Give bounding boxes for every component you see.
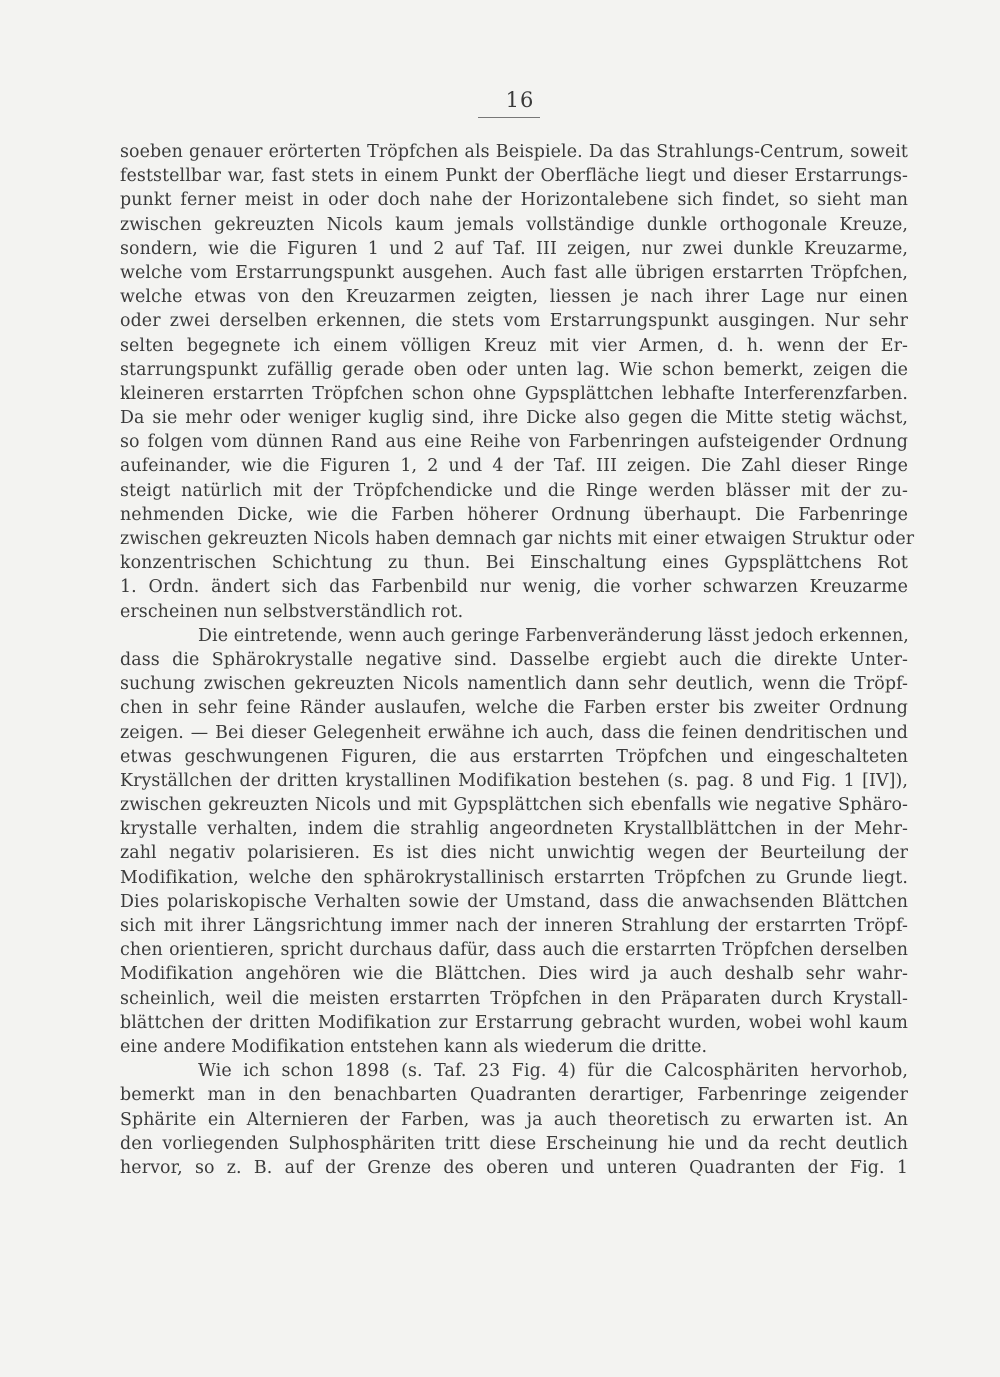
text-line: dass die Sphärokrystalle negative sind. Dasselbe ergiebt auch die direkte Unter-: [120, 649, 908, 670]
text-line: etwas geschwungenen Figuren, die aus erstarrten Tröpfchen und eingeschalteten: [120, 746, 908, 767]
text-line: welche vom Erstarrungspunkt ausgehen. Auch fast alle übrigen erstarrten Tröpfchen,: [120, 262, 908, 283]
body-text: [120, 140, 915, 1180]
text-line: zwischen gekreuzten Nicols haben demnach gar nichts mit einer etwaigen Struktur oder: [120, 529, 915, 549]
text-line: sondern, wie die Figuren 1 und 2 auf Taf. III zeigen, nur zwei dunkle Kreuzarme,: [120, 238, 908, 259]
text-line: selten begegnete ich einem völligen Kreuz mit vier Armen, d. h. wenn der Er-: [120, 335, 908, 356]
text-line: Die eintretende, wenn auch geringe Farbenveränderung lässt jedoch erkennen,: [198, 625, 909, 646]
text-line: so folgen vom dünnen Rand aus eine Reihe von Farbenringen aufsteigender Ordnung: [120, 432, 908, 453]
text-line: Modifikation, welche den sphärokrystallinisch erstarrten Tröpfchen zu Grunde liegt.: [120, 867, 908, 888]
text-line: 1. Ordn. ändert sich das Farbenbild nur wenig, die vorher schwarzen Kreuzarme: [120, 577, 908, 598]
text-line: punkt ferner meist in oder doch nahe der Horizontalebene sich findet, so sieht man: [120, 190, 908, 211]
text-line: nehmenden Dicke, wie die Farben höherer Ordnung überhaupt. Die Farbenringe: [120, 504, 908, 525]
text-line: aufeinander, wie die Figuren 1, 2 und 4 der Taf. III zeigen. Die Zahl dieser Ringe: [120, 456, 908, 477]
text-line: bemerkt man in den benachbarten Quadranten derartiger, Farbenringe zeigender: [120, 1085, 908, 1106]
text-line: Sphärite ein Alternieren der Farben, was ja auch theoretisch zu erwarten ist. An: [120, 1109, 908, 1130]
text-line: sich mit ihrer Längsrichtung immer nach der inneren Strahlung der erstarrten Tröpf-: [120, 916, 908, 936]
text-line: konzentrischen Schichtung zu thun. Bei Einschaltung eines Gypsplättchens Rot: [120, 553, 908, 574]
text-line: Da sie mehr oder weniger kuglig sind, ihre Dicke also gegen die Mitte stetig wächst,: [120, 408, 908, 429]
text-line: steigt natürlich mit der Tröpfchendicke und die Ringe werden blässer mit der zu-: [120, 480, 908, 501]
text-line: Modifikation angehören wie die Blättchen. Dies wird ja auch deshalb sehr wahr-: [120, 964, 908, 985]
text-line: zeigen. — Bei dieser Gelegenheit erwähne ich auch, dass die feinen dendritischen und: [120, 722, 908, 743]
text-line: krystalle verhalten, indem die strahlig angeordneten Krystallblättchen in der Mehr-: [120, 819, 908, 840]
text-line: zahl negativ polarisieren. Es ist dies nicht unwichtig wegen der Beurteilung der: [120, 843, 908, 864]
text-line: erscheinen nun selbstverständlich rot.: [120, 601, 464, 622]
text-line: soeben genauer erörterten Tröpfchen als Beispiele. Da das Strahlungs-Centrum, soweit: [120, 142, 908, 162]
text-line: feststellbar war, fast stets in einem Punkt der Oberfläche liegt und dieser Erstarrungs-: [120, 166, 908, 187]
text-line: chen orientieren, spricht durchaus dafür, dass auch die erstarrten Tröpfchen derselben: [120, 940, 908, 961]
text-line: kleineren erstarrten Tröpfchen schon ohne Gypsplättchen lebhafte Interferenzfarben.: [120, 383, 908, 404]
text-line: chen in sehr feine Ränder auslaufen, welche die Farben erster bis zweiter Ordnung: [120, 698, 908, 719]
text-line: Dies polariskopische Verhalten sowie der Umstand, dass die anwachsenden Blättchen: [120, 891, 908, 912]
text-line: zwischen gekreuzten Nicols kaum jemals vollständige dunkle orthogonale Kreuze,: [120, 214, 908, 235]
text-line: eine andere Modifikation entstehen kann als wiederum die dritte.: [120, 1036, 708, 1057]
text-line: blättchen der dritten Modifikation zur Erstarrung gebracht wurden, wobei wohl kaum: [120, 1012, 908, 1033]
text-line: hervor, so z. B. auf der Grenze des oberen und unteren Quadranten der Fig. 1: [120, 1157, 908, 1178]
text-line: den vorliegenden Sulphosphäriten tritt diese Erscheinung hie und da recht deutlich: [120, 1133, 908, 1154]
text-line: welche etwas von den Kreuzarmen zeigten, liessen je nach ihrer Lage nur einen: [120, 287, 908, 308]
text-line: scheinlich, weil die meisten erstarrten Tröpfchen in den Präparaten durch Krystall-: [120, 988, 908, 1009]
text-line: suchung zwischen gekreuzten Nicols namentlich dann sehr deutlich, wenn die Tröpf-: [120, 674, 908, 695]
text-line: starrungspunkt zufällig gerade oben oder unten lag. Wie schon bemerkt, zeigen die: [120, 359, 908, 380]
page-number: 16: [505, 88, 535, 112]
text-line: Kryställchen der dritten krystallinen Modifikation bestehen (s. pag. 8 und Fig. 1 [IV]),: [120, 770, 908, 791]
text-line: zwischen gekreuzten Nicols und mit Gypsplättchen sich ebenfalls wie negative Sphäro-: [120, 795, 908, 816]
page-number-rule: [478, 117, 540, 118]
text-line: oder zwei derselben erkennen, die stets vom Erstarrungspunkt ausgingen. Nur sehr: [120, 311, 908, 332]
text-line: Wie ich schon 1898 (s. Taf. 23 Fig. 4) für die Calcosphäriten hervorhob,: [198, 1061, 908, 1082]
